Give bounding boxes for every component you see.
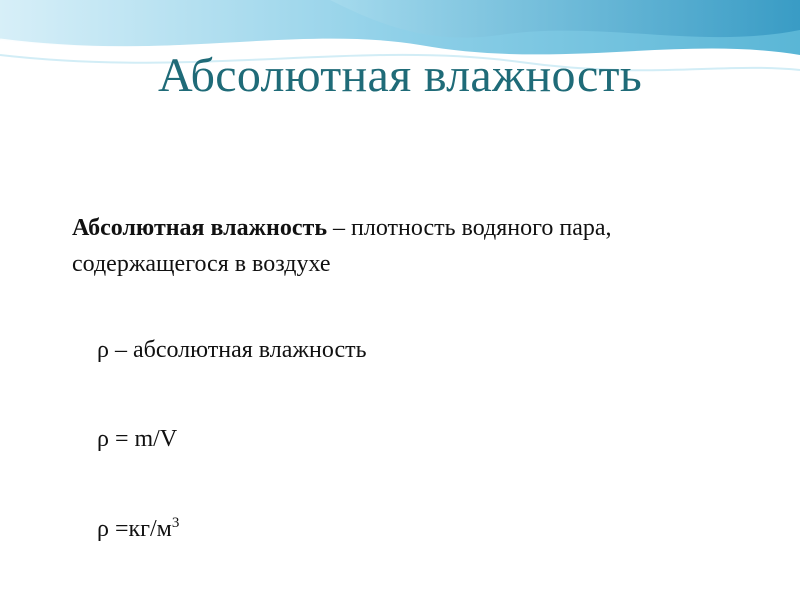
rho-definition-line: ρ – абсолютная влажность xyxy=(97,337,367,363)
slide-title: Абсолютная влажность xyxy=(157,49,643,102)
definition-text: – плотность водяного пара, содержащегося в воздухе xyxy=(72,215,612,277)
formula-line: ρ = m/V xyxy=(97,426,178,452)
unit-line-text: ρ =кг/м xyxy=(97,516,172,542)
unit-line xyxy=(97,515,179,543)
definition-term: Абсолютная влажность xyxy=(72,215,328,241)
unit-superscript: 3 xyxy=(171,515,180,531)
definition-paragraph xyxy=(72,210,712,282)
